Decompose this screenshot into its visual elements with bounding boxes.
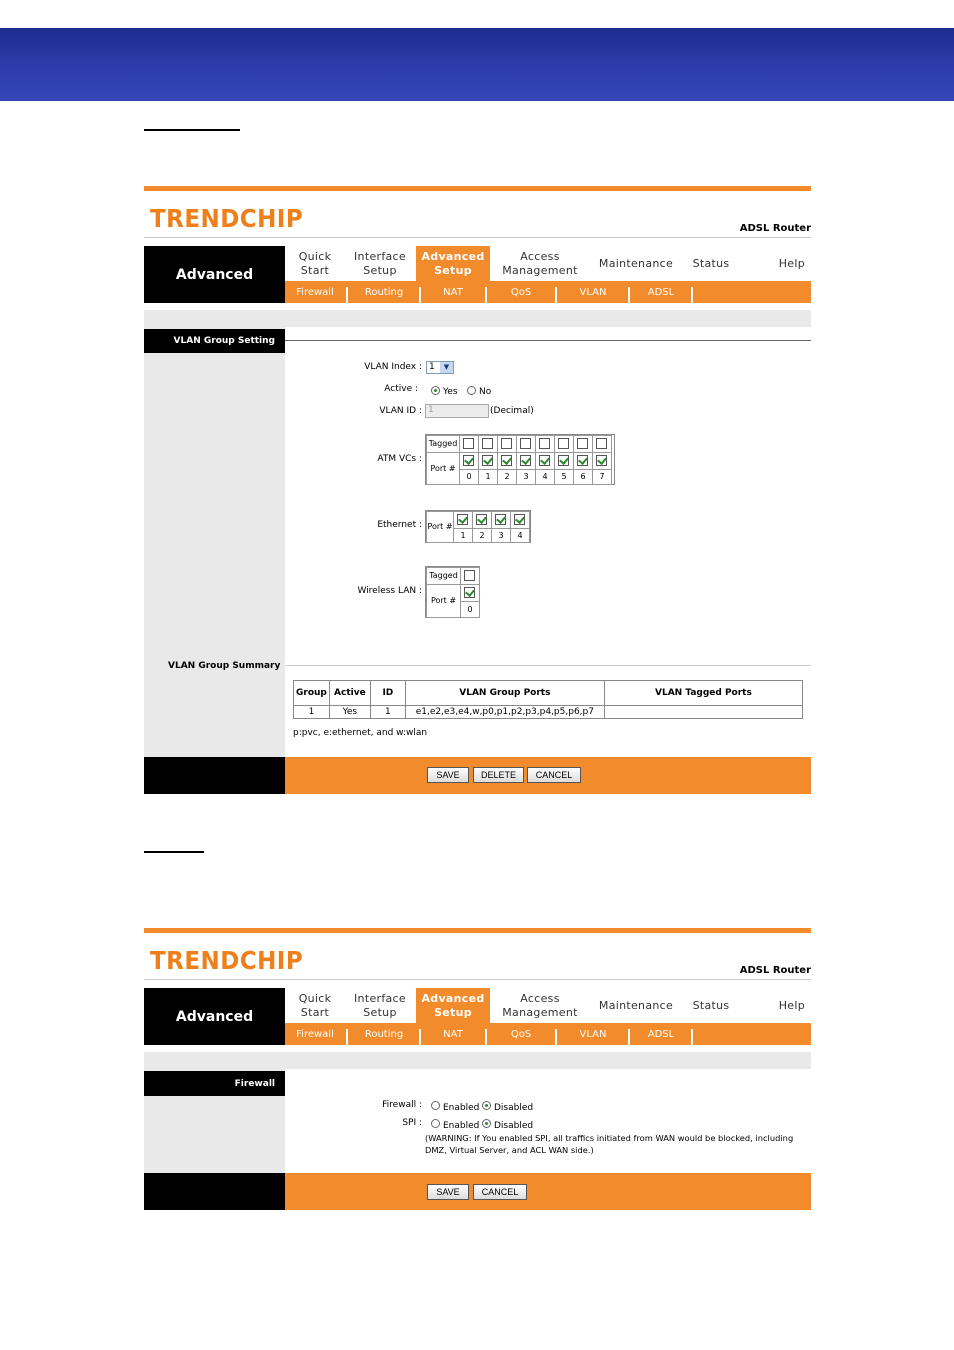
- nav-status[interactable]: Status: [692, 998, 730, 1012]
- subnav-nat[interactable]: NAT: [443, 1028, 463, 1040]
- atm-port-checkbox-3[interactable]: [520, 455, 531, 466]
- atm-tagged-checkbox-3[interactable]: [520, 438, 531, 449]
- active-no-radio[interactable]: [467, 386, 476, 395]
- atm-port-number: 1: [478, 469, 498, 485]
- atm-port-number: 4: [535, 469, 555, 485]
- nav-help[interactable]: Help: [778, 998, 805, 1012]
- spi-warning-line-2: DMZ, Virtual Server, and ACL WAN side.): [425, 1145, 594, 1155]
- nav-quick-start[interactable]: Quick Start: [298, 249, 332, 277]
- vlan-index-label: VLAN Index :: [364, 362, 422, 372]
- ethernet-label: Ethernet :: [377, 520, 422, 530]
- active-yes-radio[interactable]: [431, 386, 440, 395]
- active-label: Active :: [384, 384, 418, 394]
- spi-label: SPI :: [402, 1118, 422, 1128]
- section-title: Advanced: [144, 246, 285, 303]
- atm-port-checkbox-6[interactable]: [577, 455, 588, 466]
- firewall-enabled-radio[interactable]: [431, 1101, 440, 1110]
- atm-port-checkbox-0[interactable]: [463, 455, 474, 466]
- subnav-firewall[interactable]: Firewall: [296, 1028, 334, 1040]
- wlan-port-checkbox-0[interactable]: [464, 587, 475, 598]
- chevron-down-icon: ▼: [440, 362, 453, 373]
- wlan-grid: Tagged Port # 0: [425, 566, 480, 618]
- ethernet-port-checkbox-1[interactable]: [457, 514, 468, 525]
- table-row: 1 Yes 1 e1,e2,e3,e4,w,p0,p1,p2,p3,p4,p5,p6,p7: [294, 706, 803, 719]
- vlan-panel: TRENDCHIP ADSL Router Advanced Quick Start Interface Setup Advanced Setup Access Management Maintenance Status Help Firewall Routing NAT QoS VLAN ADSL VLAN Group Setting VLAN Index : 1 ▼ Active : Yes No VLAN ID : 1 (Decimal) ATM VCs : Tagged Port # 0 1 2 3 4 5 6 7 Ethernet : Port # 1 2 3 4 Wireless LAN : Tagged Port # 0 VLAN Group Summary Group Active ID VLAN Group Ports VLAN Tagged Ports 1 Yes 1 e1,e2,e3,e4,w,p0,p1,p2,p3,p4,p5,p6,p7 p:pvc, e:ethernet, and w:wlan SAVE DELETE CANCEL: [144, 186, 811, 794]
- save-button[interactable]: SAVE: [427, 1184, 469, 1200]
- delete-button[interactable]: DELETE: [473, 767, 524, 783]
- atm-port-checkbox-5[interactable]: [558, 455, 569, 466]
- nav-access-management[interactable]: Access Management: [502, 991, 578, 1019]
- atm-tagged-checkbox-5[interactable]: [558, 438, 569, 449]
- nav-interface-setup[interactable]: Interface Setup: [354, 991, 406, 1019]
- atm-tagged-checkbox-2[interactable]: [501, 438, 512, 449]
- atm-port-checkbox-4[interactable]: [539, 455, 550, 466]
- subnav-qos[interactable]: QoS: [510, 1028, 532, 1040]
- subnav-firewall[interactable]: Firewall: [296, 286, 334, 298]
- ethernet-port-number: 1: [453, 528, 473, 543]
- wlan-tagged-checkbox-0[interactable]: [464, 570, 475, 581]
- atm-port-number: 3: [516, 469, 536, 485]
- main-nav: [285, 988, 811, 1023]
- subnav-vlan[interactable]: VLAN: [579, 286, 607, 298]
- section-title: Advanced: [144, 988, 285, 1045]
- atm-port-number: 5: [554, 469, 574, 485]
- subnav-routing[interactable]: Routing: [364, 286, 404, 298]
- ethernet-port-checkbox-2[interactable]: [476, 514, 487, 525]
- vlan-group-setting-label: VLAN Group Setting: [144, 329, 285, 353]
- vlan-index-select[interactable]: 1 ▼: [426, 361, 454, 374]
- nav-maintenance[interactable]: Maintenance: [598, 998, 674, 1012]
- nav-quick-start[interactable]: Quick Start: [298, 991, 332, 1019]
- cancel-button[interactable]: CANCEL: [527, 767, 581, 783]
- subnav-adsl[interactable]: ADSL: [647, 286, 675, 298]
- atm-tagged-checkbox-6[interactable]: [577, 438, 588, 449]
- port-legend: p:pvc, e:ethernet, and w:wlan: [293, 728, 428, 738]
- panel-top-bar: [144, 928, 811, 933]
- atm-tagged-checkbox-1[interactable]: [482, 438, 493, 449]
- atm-port-checkbox-7[interactable]: [596, 455, 607, 466]
- spi-enabled-radio[interactable]: [431, 1119, 440, 1128]
- atm-tagged-checkbox-7[interactable]: [596, 438, 607, 449]
- main-nav: [285, 246, 811, 281]
- subnav-adsl[interactable]: ADSL: [647, 1028, 675, 1040]
- ethernet-port-number: 3: [491, 528, 511, 543]
- heading-underline: [144, 851, 204, 853]
- nav-interface-setup[interactable]: Interface Setup: [354, 249, 406, 277]
- nav-advanced-setup[interactable]: Advanced Setup: [416, 246, 490, 281]
- firewall-disabled-radio[interactable]: [482, 1101, 491, 1110]
- subnav-routing[interactable]: Routing: [364, 1028, 404, 1040]
- nav-help[interactable]: Help: [778, 256, 805, 270]
- atm-port-number: 0: [459, 469, 479, 485]
- firewall-label: Firewall :: [382, 1100, 422, 1110]
- atm-tagged-checkbox-0[interactable]: [463, 438, 474, 449]
- vlan-id-label: VLAN ID :: [379, 406, 422, 416]
- atm-vc-grid: Tagged Port # 0 1 2 3 4 5 6 7: [425, 434, 615, 485]
- panel-top-bar: [144, 186, 811, 191]
- ethernet-port-number: 2: [472, 528, 492, 543]
- sub-nav: [285, 1023, 811, 1045]
- trendchip-logo: TRENDCHIP: [150, 946, 304, 975]
- save-button[interactable]: SAVE: [427, 767, 469, 783]
- spi-warning-line-1: (WARNING: If You enabled SPI, all traffics initiated from WAN would be blocked, including: [425, 1133, 794, 1143]
- atm-port-checkbox-2[interactable]: [501, 455, 512, 466]
- nav-advanced-setup[interactable]: Advanced Setup: [416, 988, 490, 1023]
- vlan-summary-table: Group Active ID VLAN Group Ports VLAN Tagged Ports 1 Yes 1 e1,e2,e3,e4,w,p0,p1,p2,p3,p4,p5,p6,p7: [293, 680, 803, 719]
- atm-vcs-label: ATM VCs :: [377, 454, 422, 464]
- nav-maintenance[interactable]: Maintenance: [598, 256, 674, 270]
- firewall-panel: TRENDCHIP ADSL Router Advanced Quick Start Interface Setup Advanced Setup Access Management Maintenance Status Help Firewall Routing NAT QoS VLAN ADSL Firewall Firewall : Enabled Disabled SPI : Enabled Disabled (WARNING: If You enabled SPI, all traffics initiated from WAN would be blocked, including DMZ, Virtual Server, and ACL WAN side.) SAVE CANCEL: [144, 928, 811, 1210]
- trendchip-logo: TRENDCHIP: [150, 204, 304, 233]
- product-name: ADSL Router: [739, 965, 811, 976]
- vlan-group-summary-label: VLAN Group Summary: [168, 661, 281, 671]
- wireless-lan-label: Wireless LAN :: [357, 586, 422, 596]
- cancel-button[interactable]: CANCEL: [473, 1184, 527, 1200]
- atm-port-number: 6: [573, 469, 593, 485]
- atm-port-number: 2: [497, 469, 517, 485]
- ethernet-port-checkbox-4[interactable]: [514, 514, 525, 525]
- vlan-id-input[interactable]: 1: [425, 404, 489, 418]
- ethernet-grid: Port # 1 2 3 4: [425, 510, 531, 543]
- product-name: ADSL Router: [739, 223, 811, 234]
- spi-disabled-radio[interactable]: [482, 1119, 491, 1128]
- ethernet-port-number: 4: [510, 528, 530, 543]
- sub-nav: [285, 281, 811, 303]
- atm-port-checkbox-1[interactable]: [482, 455, 493, 466]
- subnav-qos[interactable]: QoS: [510, 286, 532, 298]
- heading-underline: [144, 129, 240, 131]
- atm-port-number: 7: [592, 469, 612, 485]
- subnav-vlan[interactable]: VLAN: [579, 1028, 607, 1040]
- subnav-nat[interactable]: NAT: [443, 286, 463, 298]
- top-banner: [0, 28, 954, 101]
- ethernet-port-checkbox-3[interactable]: [495, 514, 506, 525]
- nav-status[interactable]: Status: [692, 256, 730, 270]
- nav-access-management[interactable]: Access Management: [502, 249, 578, 277]
- atm-tagged-checkbox-4[interactable]: [539, 438, 550, 449]
- firewall-section-label: Firewall: [144, 1071, 285, 1096]
